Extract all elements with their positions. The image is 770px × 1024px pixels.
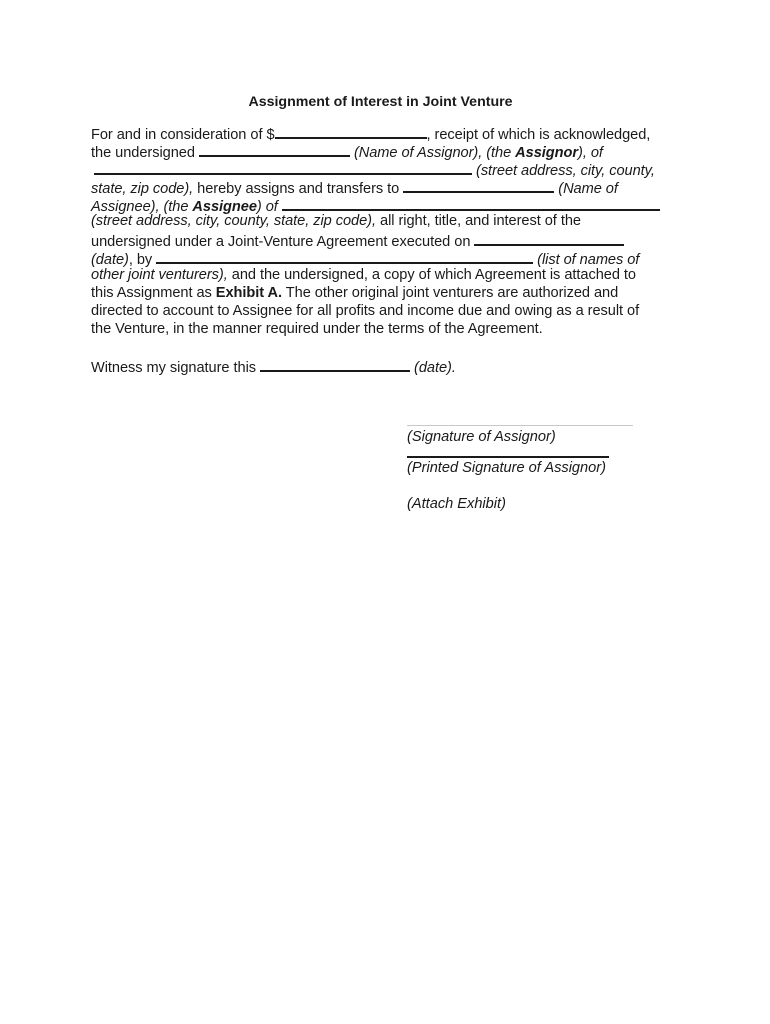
paragraph-line-7 xyxy=(91,231,670,249)
paragraph-line-10 xyxy=(91,285,670,303)
paragraph-line-1 xyxy=(91,124,670,142)
paragraph-line-12: the Venture, in the manner required under the terms of the Agreement. xyxy=(91,320,543,337)
text-segment: ), of xyxy=(578,144,603,161)
paragraph-line-9 xyxy=(91,267,670,285)
paragraph-line-6 xyxy=(91,213,670,231)
paragraph-line-5 xyxy=(91,196,670,214)
assignment-paragraph xyxy=(91,124,670,339)
paragraph-line-3 xyxy=(91,160,670,178)
amount-blank xyxy=(275,124,427,139)
text-segment: all right, title, and interest of the xyxy=(376,213,581,230)
exhibit-reference: Exhibit A. xyxy=(215,285,283,302)
assignor-term: Assignor xyxy=(515,144,579,161)
text-segment: , by xyxy=(128,252,157,269)
text-segment: (Name of Assignor), (the xyxy=(349,144,516,161)
text-segment: and the undersigned, a copy of which Agreement is attached to xyxy=(227,267,636,284)
text-segment: (Name of xyxy=(554,180,618,197)
signature-rule xyxy=(407,425,633,426)
attach-exhibit-label: (Attach Exhibit) xyxy=(407,496,506,512)
assignee-name-blank xyxy=(403,178,554,193)
assignor-name-blank xyxy=(199,142,350,157)
text-segment: ) of xyxy=(256,198,282,215)
text-segment: The other original joint venturers are authorized and xyxy=(282,285,619,302)
signature-block xyxy=(407,425,633,513)
paragraph-line-8 xyxy=(91,249,670,267)
printed-signature-line xyxy=(407,456,609,458)
text-segment: Witness my signature this xyxy=(91,359,261,376)
text-segment: (street address, city, county, state, zip code), xyxy=(91,213,376,230)
text-segment: , receipt of which is acknowledged, xyxy=(426,127,651,143)
text-segment: the undersigned xyxy=(91,144,199,161)
paragraph-line-2 xyxy=(91,142,670,160)
witness-date-blank xyxy=(260,357,410,372)
text-segment: undersigned under a Joint-Venture Agreement executed on xyxy=(91,234,475,251)
text-segment: state, zip code), xyxy=(91,180,194,197)
text-segment: other joint venturers), xyxy=(91,267,228,284)
assignee-term: Assignee xyxy=(192,198,257,215)
text-segment: Assignee), (the xyxy=(91,198,193,215)
document-title: Assignment of Interest in Joint Venture xyxy=(248,94,513,110)
text-segment: hereby assigns and transfers to xyxy=(193,180,404,197)
witness-line xyxy=(91,357,670,375)
agreement-date-blank xyxy=(474,231,624,246)
assignee-address-blank xyxy=(282,196,660,211)
printed-signature-label: (Printed Signature of Assignor) xyxy=(407,460,607,476)
joint-venturers-blank xyxy=(156,249,533,264)
paragraph-line-11: directed to account to Assignee for all profits and income due and owing as a result of xyxy=(91,302,640,319)
paragraph-line-4 xyxy=(91,178,670,196)
text-segment: For and in consideration of $ xyxy=(91,127,275,143)
text-segment: (street address, city, county, xyxy=(472,162,655,179)
text-segment: (date). xyxy=(410,359,456,376)
text-segment: this Assignment as xyxy=(91,285,216,302)
signature-of-assignor-label: (Signature of Assignor) xyxy=(407,429,556,445)
assignor-address-blank xyxy=(94,160,472,175)
text-segment: (date) xyxy=(91,252,129,269)
text-segment: (list of names of xyxy=(533,252,640,269)
